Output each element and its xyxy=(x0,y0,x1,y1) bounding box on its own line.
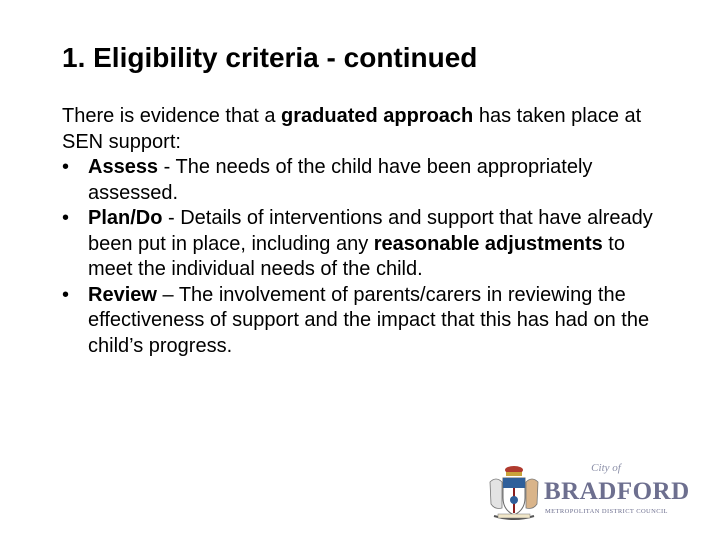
list-item-assess xyxy=(62,155,662,206)
coat-of-arms-icon xyxy=(486,464,542,522)
bullet-text: - Details of interventions and support that have already been put in place, including any xyxy=(88,207,653,255)
bullet-heading: Review xyxy=(88,283,157,306)
bullet-heading: Assess xyxy=(88,156,159,178)
logo-city-of: City of xyxy=(591,462,621,474)
criteria-list xyxy=(62,155,662,359)
bullet-text: – The involvement of parents/carers in reviewing the effectiveness of support and the impact that this has had on the child’s progress. xyxy=(88,283,650,357)
bradford-council-logo xyxy=(486,464,708,522)
intro-paragraph xyxy=(62,104,662,155)
intro-text: There is evidence that a xyxy=(62,105,282,127)
bullet-text: - The needs of the child have been appropriately assessed. xyxy=(88,156,593,204)
slide-body xyxy=(62,104,662,359)
bullet-heading: Plan/Do xyxy=(88,207,163,229)
bullet-marker: • xyxy=(62,207,70,229)
slide-title: 1. Eligibility criteria - continued xyxy=(62,42,478,73)
bullet-text-end: to meet the individual needs of the child. xyxy=(88,232,625,280)
intro-text-end: has taken place at SEN support: xyxy=(62,105,642,153)
list-item-review xyxy=(62,283,662,360)
list-item-plan-do xyxy=(62,206,662,283)
bullet-bold-term: reasonable adjustments xyxy=(373,232,603,255)
logo-name: BRADFORD xyxy=(544,478,690,505)
bullet-marker: • xyxy=(62,283,70,306)
logo-council: METROPOLITAN DISTRICT COUNCIL xyxy=(545,508,668,515)
intro-bold-term: graduated approach xyxy=(281,105,474,127)
bullet-marker: • xyxy=(62,156,70,178)
